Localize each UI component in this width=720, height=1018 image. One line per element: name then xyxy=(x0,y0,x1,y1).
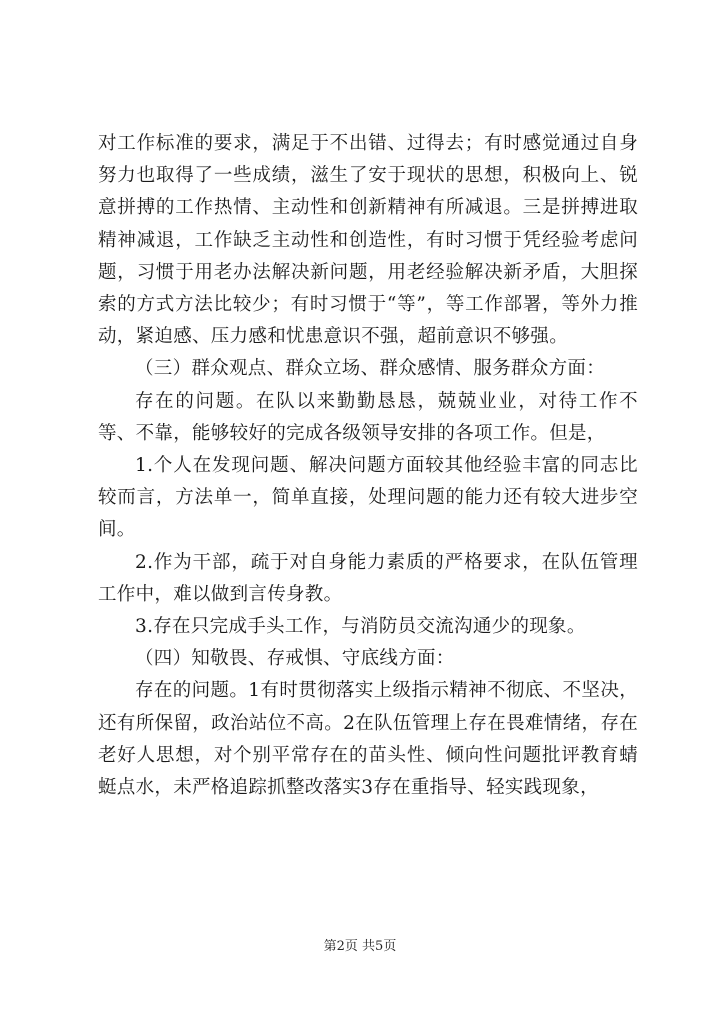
paragraph-continuation: 对工作标准的要求，满足于不出错、过得去；有时感觉通过自身努力也取得了一些成绩，滋生了安于现状的思想，积极向上、锐意拼搏的工作热情、主动性和创新精神有所减退。三是拼搏进取精神减退，工作缺乏主动性和创造性，有时习惯于凭经验考虑问题，习惯于用老办法解决新问题，用老经验解决新矛盾，大胆探索的方式方法比较少；有时习惯于“等”，等工作部署，等外力推动，紧迫感、压力感和忧患意识不强，超前意识不够强。 xyxy=(98,133,638,348)
list-item-two: 2.作为干部，疏于对自身能力素质的严格要求，在队伍管理工作中，难以做到言传身教。 xyxy=(98,551,638,605)
section-heading-three: （三）群众观点、群众立场、群众感情、服务群众方面： xyxy=(135,358,606,380)
list-item-one: 1.个人在发现问题、解决问题方面较其他经验丰富的同志比较而言，方法单一，简单直接，处理问题的能力还有较大进步空间。 xyxy=(98,455,638,541)
paragraph-problems-four: 存在的问题。1有时贯彻落实上级指示精神不彻底、不坚决，还有所保留，政治站位不高。2在队伍管理上存在畏难情绪，存在老好人思想，对个别平常存在的苗头性、倾向性问题批评教育蜻蜓点水，未严格追踪抓整改落实3存在重指导、轻实践现象， xyxy=(98,680,638,799)
document-body xyxy=(98,128,638,804)
page-number-footer: 第2页 共5页 xyxy=(323,939,397,954)
paragraph-problems-three: 存在的问题。在队以来勤勤恳恳，兢兢业业，对待工作不等、不靠，能够较好的完成各级领导安排的各项工作。但是， xyxy=(98,390,638,444)
section-heading-four: （四）知敬畏、存戒惧、守底线方面： xyxy=(135,648,455,670)
list-item-three: 3.存在只完成手头工作，与消防员交流沟通少的现象。 xyxy=(135,616,586,638)
